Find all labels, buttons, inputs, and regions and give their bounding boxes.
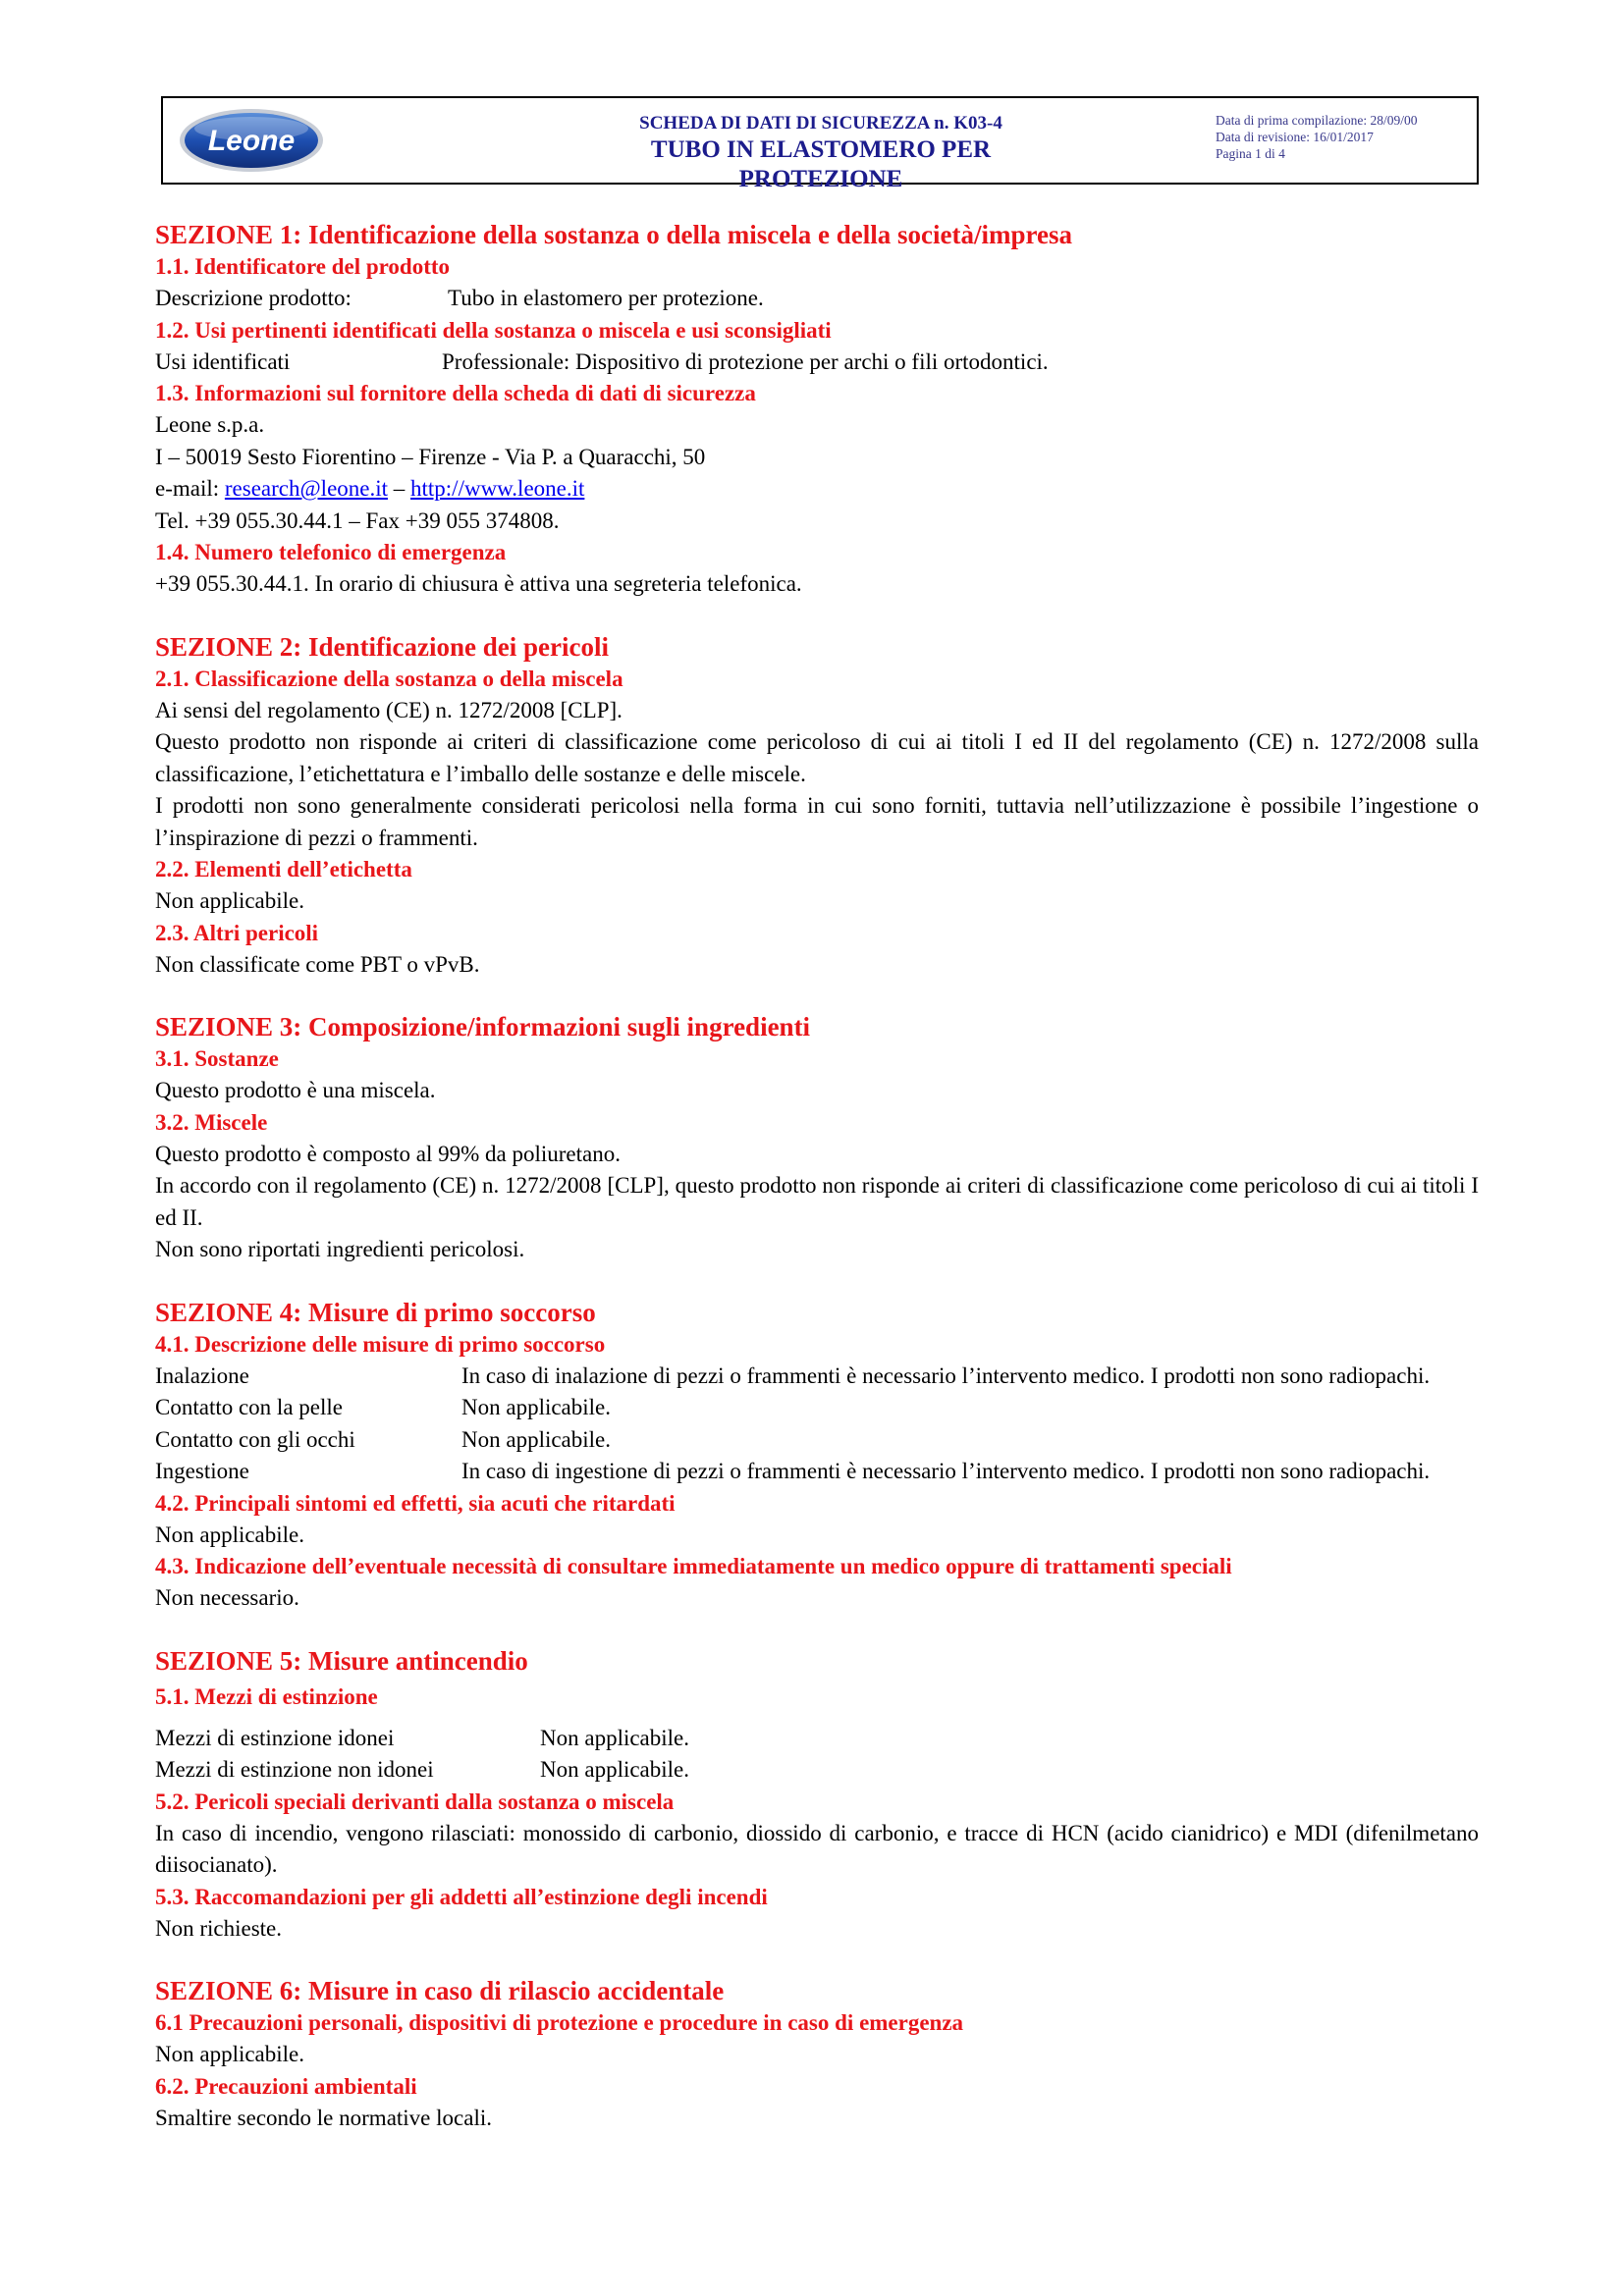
subsection-1-3: 1.3. Informazioni sul fornitore della scheda di dati di sicurezza — [155, 381, 756, 405]
extinguishing-media-label: Mezzi di estinzione non idonei — [155, 1757, 434, 1782]
contact-separator: – — [388, 476, 411, 501]
first-aid-row — [155, 1392, 1479, 1424]
first-aid-row — [155, 1456, 1479, 1488]
page-number: Pagina 1 di 4 — [1216, 146, 1285, 161]
product-title: TUBO IN ELASTOMERO PER PROTEZIONE — [650, 136, 992, 192]
subsection-1-1: 1.1. Identificatore del prodotto — [155, 254, 451, 279]
section-4-title: SEZIONE 4: Misure di primo soccorso — [155, 1297, 596, 1327]
section-2-title: SEZIONE 2: Identificazione dei pericoli — [155, 631, 609, 662]
first-aid-label: Contatto con la pelle — [155, 1395, 343, 1419]
doc-number: SCHEDA DI DATI DI SICUREZZA n. K03-4 — [639, 113, 1002, 133]
leone-logo — [177, 106, 326, 175]
document-body — [155, 218, 1479, 2134]
subsection-6-2: 6.2. Precauzioni ambientali — [155, 2073, 417, 2099]
svg-text:Leone: Leone — [207, 125, 296, 157]
section-6-title: SEZIONE 6: Misure in caso di rilascio accidentale — [155, 1976, 725, 2005]
identified-uses-row — [155, 347, 1479, 379]
phone-fax: Tel. +39 055.30.44.1 – Fax +39 055 374808. — [155, 507, 560, 533]
revision-date: Data di revisione: 16/01/2017 — [1216, 130, 1374, 144]
subsection-5-2: 5.2. Pericoli speciali derivanti dalla sostanza o miscela — [155, 1789, 675, 1814]
extinguishing-media-label: Mezzi di estinzione idonei — [155, 1725, 395, 1750]
paragraph: Ai sensi del regolamento (CE) n. 1272/2008 [CLP]. — [155, 697, 623, 722]
paragraph: Questo prodotto è una miscela. — [155, 1078, 436, 1102]
extinguishing-media-value: Non applicabile. — [540, 1725, 690, 1750]
product-description-row — [155, 283, 1479, 315]
section-3-title: SEZIONE 3: Composizione/informazioni sugli ingredienti — [155, 1012, 811, 1041]
document-header — [161, 96, 1479, 192]
website-link[interactable]: http://www.leone.it — [410, 476, 585, 501]
extinguishing-media-value: Non applicabile. — [540, 1757, 690, 1782]
subsection-2-2: 2.2. Elementi dell’etichetta — [155, 857, 412, 881]
product-description-value: Tubo in elastomero per protezione. — [448, 286, 764, 310]
first-aid-value: In caso di inalazione di pezzi o frammenti è necessario l’intervento medico. I prodotti non sono radiopachi. — [461, 1362, 1431, 1388]
subsection-3-2: 3.2. Miscele — [155, 1109, 268, 1135]
paragraph: Non applicabile. — [155, 888, 305, 913]
paragraph: Non sono riportati ingredienti pericolosi. — [155, 1237, 525, 1261]
emergency-phone: +39 055.30.44.1. In orario di chiusura è attiva una segreteria telefonica. — [155, 571, 802, 596]
paragraph: In caso di incendio, vengono rilasciati: monossido di carbonio, diossido di carbonio, e tracce di HCN (acido cianidrico) e MDI (difenilmetano diisocianato). — [155, 1820, 1479, 1877]
first-aid-value: Non applicabile. — [461, 1426, 612, 1452]
email-link[interactable]: research@leone.it — [224, 476, 389, 501]
company-address: I – 50019 Sesto Fiorentino – Firenze - Via P. a Quaracchi, 50 — [155, 444, 706, 469]
first-aid-label: Ingestione — [155, 1459, 249, 1483]
email-prefix: e-mail: — [155, 476, 225, 501]
first-aid-row — [155, 1424, 1479, 1457]
first-aid-label: Contatto con gli occhi — [155, 1426, 355, 1452]
paragraph: Non applicabile. — [155, 1522, 305, 1547]
subsection-1-4: 1.4. Numero telefonico di emergenza — [155, 540, 507, 564]
subsection-3-1: 3.1. Sostanze — [155, 1046, 279, 1071]
identified-uses-label: Usi identificati — [155, 348, 291, 374]
company-name: Leone s.p.a. — [155, 412, 265, 437]
section-5-title: SEZIONE 5: Misure antincendio — [155, 1645, 528, 1676]
extinguishing-media-row — [155, 1723, 1479, 1755]
subsection-4-1: 4.1. Descrizione delle misure di primo soccorso — [155, 1331, 606, 1357]
section-1-title: SEZIONE 1: Identificazione della sostanza o della miscela e della società/impresa — [155, 220, 1072, 249]
paragraph: Questo prodotto non risponde ai criteri di classificazione come pericoloso di cui ai titoli I ed II del regolamento (CE) n. 1272/2008 sulla classificazione, l’etichettatura e l’imballo delle sostanze e delle miscele. — [155, 729, 1479, 786]
first-aid-label: Inalazione — [155, 1362, 249, 1388]
subsection-4-3: 4.3. Indicazione dell’eventuale necessità di consultare immediatamente un medico oppure di trattamenti speciali — [155, 1554, 1232, 1578]
first-aid-value: In caso di ingestione di pezzi o frammenti è necessario l’intervento medico. I prodotti non sono radiopachi. — [461, 1459, 1431, 1483]
first-compilation-date: Data di prima compilazione: 28/09/00 — [1216, 113, 1418, 128]
extinguishing-media-row — [155, 1754, 1479, 1787]
first-aid-row — [155, 1361, 1479, 1393]
subsection-4-2: 4.2. Principali sintomi ed effetti, sia acuti che ritardati — [155, 1490, 676, 1516]
first-aid-value: Non applicabile. — [461, 1395, 612, 1419]
contact-line — [155, 473, 1479, 506]
paragraph: Questo prodotto è composto al 99% da poliuretano. — [155, 1141, 621, 1166]
paragraph: Smaltire secondo le normative locali. — [155, 2105, 492, 2130]
subsection-5-3: 5.3. Raccomandazioni per gli addetti all’estinzione degli incendi — [155, 1884, 768, 1909]
subsection-5-1: 5.1. Mezzi di estinzione — [155, 1683, 378, 1709]
product-description-label: Descrizione prodotto: — [155, 286, 352, 310]
subsection-6-1: 6.1 Precauzioni personali, dispositivi di protezione e procedure in caso di emergenza — [155, 2010, 964, 2035]
paragraph: Non necessario. — [155, 1585, 299, 1610]
paragraph: Non applicabile. — [155, 2042, 305, 2066]
paragraph: I prodotti non sono generalmente considerati pericolosi nella forma in cui sono forniti, tuttavia nell’utilizzazione è possibile l’ingestione o l’inspirazione di pezzi o frammenti. — [155, 793, 1479, 850]
subsection-1-2: 1.2. Usi pertinenti identificati della sostanza o miscela e usi sconsigliati — [155, 317, 832, 343]
paragraph: Non richieste. — [155, 1915, 283, 1941]
subsection-2-1: 2.1. Classificazione della sostanza o della miscela — [155, 666, 623, 691]
subsection-2-3: 2.3. Altri pericoli — [155, 920, 319, 945]
paragraph: Non classificate come PBT o vPvB. — [155, 951, 480, 977]
identified-uses-value: Professionale: Dispositivo di protezione per archi o fili ortodontici. — [442, 348, 1049, 374]
paragraph: In accordo con il regolamento (CE) n. 1272/2008 [CLP], questo prodotto non risponde ai criteri di classificazione come pericoloso di cui ai titoli I ed II. — [155, 1173, 1479, 1230]
